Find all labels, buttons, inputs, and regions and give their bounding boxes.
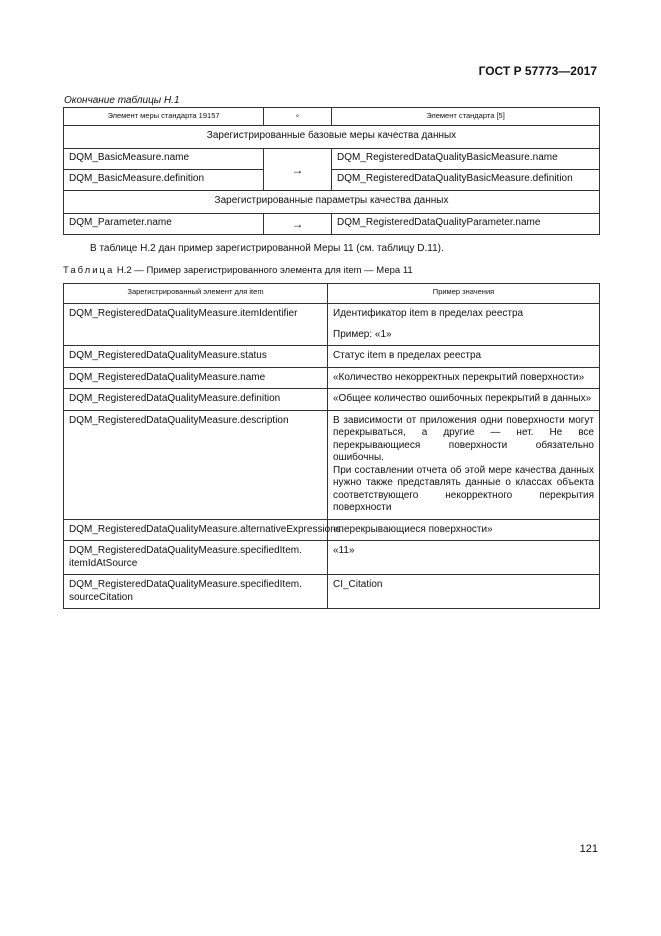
table-cell: DQM_RegisteredDataQualityBasicMeasure.name (332, 149, 600, 170)
arrow-icon: → (264, 214, 332, 235)
table-cell: DQM_RegisteredDataQualityParameter.name (332, 214, 600, 235)
table2-header-element: Зарегистрированный элемент для item (64, 284, 328, 304)
table-row (64, 541, 600, 575)
table1-header-mid: ∘ (264, 108, 332, 126)
table-cell: «11» (328, 541, 600, 575)
table-row (64, 304, 600, 346)
table-cell: DQM_BasicMeasure.name (64, 149, 264, 170)
table-row (64, 346, 600, 368)
cell-line: При составлении отчета об этой мере качества данных нужно также представлять данные о классах объекта соответствующего некорректного перекрытия поверхности (333, 464, 594, 513)
table-row (64, 367, 600, 389)
table-cell: DQM_RegisteredDataQualityMeasure.definition (64, 389, 328, 411)
document-code: ГОСТ Р 57773—2017 (478, 64, 597, 78)
table-cell: «Общее количество ошибочных перекрытий в данных» (328, 389, 600, 411)
table1-section-basic: Зарегистрированные базовые меры качества данных (64, 126, 600, 149)
table1-header-right: Элемент стандарта [5] (332, 108, 600, 126)
cell-line: В зависимости от приложения одни поверхности могут перекрываться, а другие — нет. Не все перекрывающиеся поверхности обязательно ошибочны. (333, 414, 594, 463)
table2-caption-text: Н.2 — Пример зарегистрированного элемента для item — Мера 11 (114, 265, 413, 276)
table-cell: DQM_RegisteredDataQualityMeasure.description (64, 410, 328, 519)
table-cell: Статус item в пределах реестра (328, 346, 600, 368)
arrow-icon: → (264, 149, 332, 191)
table-cell: DQM_Parameter.name (64, 214, 264, 235)
table-row (64, 410, 600, 519)
table2-header-value: Пример значения (328, 284, 600, 304)
table-row (64, 519, 600, 541)
table-h2 (63, 283, 600, 609)
body-paragraph: В таблице Н.2 дан пример зарегистрированной Меры 11 (см. таблицу D.11). (90, 243, 444, 254)
table2-caption (63, 265, 413, 276)
table-cell: DQM_RegisteredDataQualityMeasure.name (64, 367, 328, 389)
table-cell: DQM_RegisteredDataQualityMeasure.specifiedItem. itemIdAtSource (64, 541, 328, 575)
table-cell: DQM_RegisteredDataQualityBasicMeasure.definition (332, 170, 600, 191)
table-cell: DQM_RegisteredDataQualityMeasure.itemIdentifier (64, 304, 328, 346)
table-row (64, 575, 600, 609)
table1-caption: Окончание таблицы Н.1 (64, 95, 180, 106)
table-cell: CI_Citation (328, 575, 600, 609)
cell-line: Пример: «1» (333, 328, 392, 340)
table2-caption-prefix: Таблица (63, 265, 115, 276)
table-cell: DQM_RegisteredDataQualityMeasure.status (64, 346, 328, 368)
table-row (64, 389, 600, 411)
table-cell (328, 304, 600, 346)
table1-section-parameters: Зарегистрированные параметры качества данных (64, 191, 600, 214)
table-cell: «перекрывающиеся поверхности» (328, 519, 600, 541)
table-cell: DQM_RegisteredDataQualityMeasure.specifiedItem. sourceCitation (64, 575, 328, 609)
table-h1-end (63, 107, 600, 235)
table-cell: «Количество некорректных перекрытий поверхности» (328, 367, 600, 389)
page-number: 121 (579, 843, 598, 855)
table1-header-left: Элемент меры стандарта 19157 (64, 108, 264, 126)
table-cell: DQM_BasicMeasure.definition (64, 170, 264, 191)
table-cell (328, 410, 600, 519)
cell-line: Идентификатор item в пределах реестра (333, 308, 524, 319)
table-cell: DQM_RegisteredDataQualityMeasure.alternativeExpressions (64, 519, 328, 541)
